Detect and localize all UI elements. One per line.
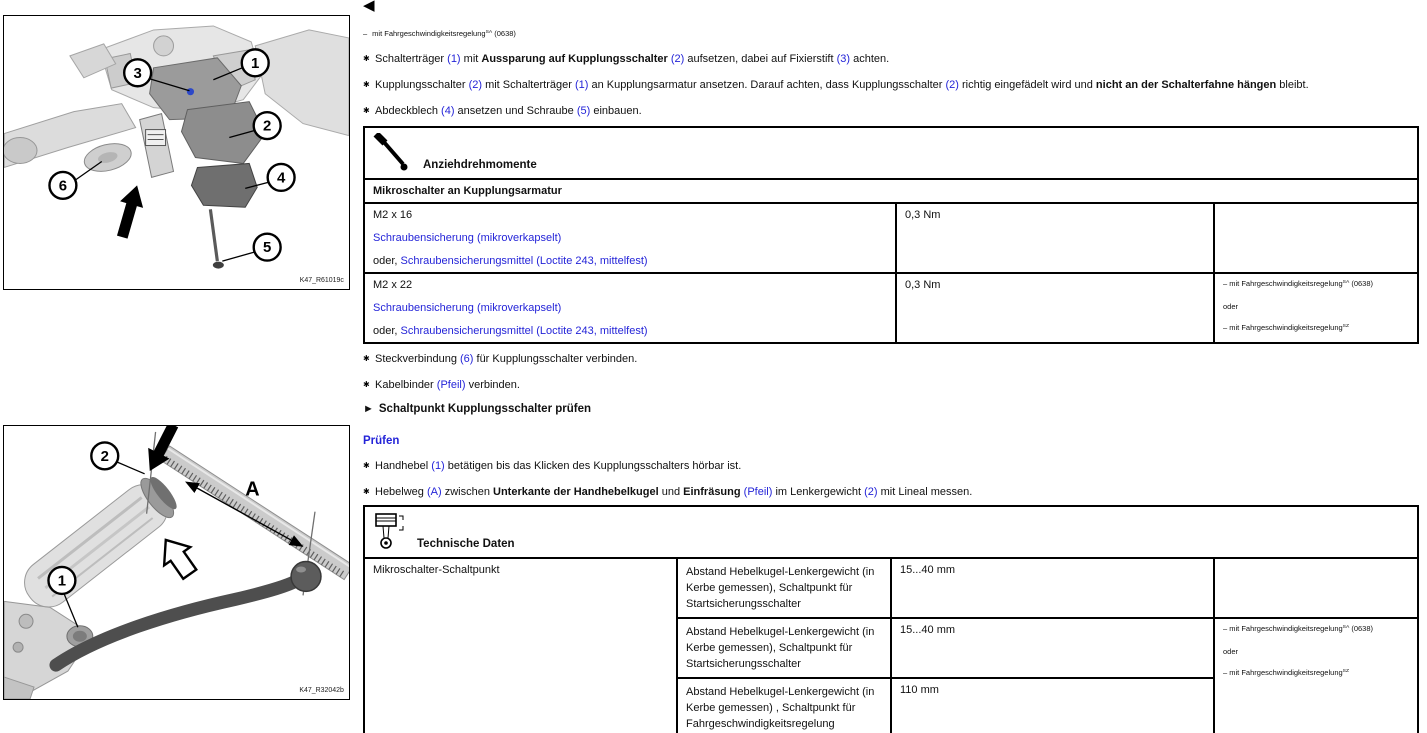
inline-link[interactable]: (Pfeil) <box>436 379 466 391</box>
text-segment: verbinden. <box>465 379 520 391</box>
figure-code: K47_R61019c <box>299 277 344 285</box>
step-text <box>375 105 1421 118</box>
text-segment: SA <box>1342 625 1350 631</box>
table-cell-note <box>1214 273 1418 343</box>
variant-note <box>363 29 516 40</box>
bullet-icon: ✱ <box>363 380 370 389</box>
svg-text:2: 2 <box>100 447 109 465</box>
text-segment: (0638) <box>1349 624 1374 633</box>
text-segment: und <box>658 486 684 498</box>
torque-table-title: Anziehdrehmomente <box>423 159 537 171</box>
piston-icon <box>373 512 407 552</box>
inline-link[interactable]: (2) <box>468 79 483 91</box>
callout-1 <box>48 567 75 594</box>
text-segment: bleibt. <box>1276 79 1309 91</box>
callout-6 <box>49 172 76 199</box>
lever-measurement-illustration <box>4 426 349 699</box>
table-cell-note <box>1214 203 1418 273</box>
inline-link[interactable]: Schraubensicherung (mikroverkapselt) <box>373 232 562 244</box>
callout-4 <box>268 164 295 191</box>
step-text <box>375 53 1421 66</box>
text-segment: einbauen. <box>590 105 642 117</box>
text-segment: Steckverbindung <box>375 353 460 365</box>
text-segment: mit Schalterträger <box>482 79 575 91</box>
callout-5 <box>254 234 281 261</box>
instruction-step <box>363 486 1421 499</box>
svg-text:4: 4 <box>276 169 286 187</box>
dimension-label: A <box>245 478 260 501</box>
text-segment: Unterkante der Handhebelkugel <box>493 486 659 498</box>
table-cell-value: 0,3 Nm <box>896 203 1214 273</box>
table-cell-name <box>364 273 896 343</box>
text-segment: – <box>1223 323 1230 332</box>
table-cell-value: 110 mm <box>891 678 1214 733</box>
inline-link[interactable]: (3) <box>836 53 851 65</box>
text-segment: – <box>1223 279 1230 288</box>
table-cell-note <box>1214 558 1418 618</box>
instruction-step <box>363 79 1421 92</box>
instruction-step <box>363 460 1421 473</box>
svg-text:2: 2 <box>263 117 272 135</box>
svg-text:3: 3 <box>133 64 142 82</box>
instruction-step <box>363 353 1421 366</box>
figure-lever-measurement <box>3 425 350 700</box>
table-cell-description <box>677 678 891 733</box>
inline-link[interactable]: (2) <box>864 486 878 498</box>
text-segment: oder <box>1223 302 1239 311</box>
table-cell-value: 15...40 mm <box>891 558 1214 618</box>
text-segment: M2 x 22 <box>373 279 413 291</box>
step-text <box>375 486 1421 499</box>
text-segment: oder, <box>373 325 401 337</box>
text-segment: aufsetzen, dabei auf Fixierstift <box>684 53 837 65</box>
text-segment: Schalterträger <box>375 53 448 65</box>
table-cell-value: 15...40 mm <box>891 618 1214 678</box>
text-segment: – <box>1223 668 1230 677</box>
inline-link[interactable]: (5) <box>576 105 591 117</box>
inline-link[interactable]: (Pfeil) <box>743 486 773 498</box>
text-segment: mit <box>460 53 482 65</box>
text-segment: Hebelweg <box>375 486 427 498</box>
inline-link[interactable]: (1) <box>447 53 461 65</box>
torque-row <box>364 273 1418 343</box>
text-segment: Einfräsung <box>683 486 741 498</box>
tech-table-caption <box>364 506 1418 558</box>
step-text <box>375 460 1421 473</box>
text-segment: SZ <box>1342 324 1349 330</box>
torque-table-caption <box>364 127 1418 179</box>
figure-clutch-switch-assembly <box>3 15 350 290</box>
direction-arrow <box>111 182 149 240</box>
table-cell-note <box>1214 618 1418 733</box>
svg-text:6: 6 <box>58 177 68 195</box>
inline-link[interactable]: (1) <box>431 460 445 472</box>
step-text <box>375 79 1421 92</box>
table-cell-label: Mikroschalter-Schaltpunkt <box>364 558 677 733</box>
callout-2 <box>91 442 118 469</box>
svg-text:5: 5 <box>263 239 272 257</box>
variant-note-text <box>372 29 516 38</box>
callout-3 <box>124 59 151 86</box>
text-segment: M2 x 16 <box>373 209 413 221</box>
table-cell-description <box>677 558 891 618</box>
section-heading <box>363 403 591 415</box>
text-segment: Abdeckblech <box>375 105 442 117</box>
text-segment: – <box>1223 624 1230 633</box>
tech-data-table <box>363 505 1419 733</box>
text-segment: mit Lineal messen. <box>877 486 973 498</box>
back-navigation-icon[interactable]: ◀ <box>363 0 375 14</box>
svg-text:1: 1 <box>251 54 260 72</box>
content-column <box>363 0 1421 733</box>
text-segment: im Lenkergewicht <box>772 486 865 498</box>
fixing-pin-marker <box>187 88 194 95</box>
dash-icon: – <box>363 29 368 38</box>
text-segment: Handhebel <box>375 460 432 472</box>
text-segment: Abstand Hebelkugel-Lenkergewicht (in Kerbe gemessen), Schaltpunkt für Startsicherungsschalter <box>686 626 875 670</box>
table-cell-description <box>677 618 891 678</box>
inline-link[interactable]: (1) <box>574 79 589 91</box>
text-segment: Kabelbinder <box>375 379 437 391</box>
inline-link[interactable]: Schraubensicherungsmittel (Loctite 243, mittelfest) <box>400 325 648 337</box>
text-segment: SA <box>1342 280 1350 286</box>
open-arrow <box>153 531 203 584</box>
callout-2 <box>254 112 281 139</box>
text-segment: nicht an der Schalterfahne hängen <box>1095 79 1277 91</box>
bullet-icon: ✱ <box>363 54 370 63</box>
text-segment: an Kupplungsarmatur ansetzen. Darauf achten, dass Kupplungsschalter <box>588 79 946 91</box>
text-segment: Abstand Hebelkugel-Lenkergewicht (in Kerbe gemessen) , Schaltpunkt für Fahrgeschwindigkeitsregelung <box>686 686 875 730</box>
text-segment: mit Fahrgeschwindigkeitsregelung <box>1229 624 1343 633</box>
text-segment: oder <box>1223 647 1239 656</box>
instruction-step <box>363 105 1421 118</box>
bullet-icon: ✱ <box>363 354 370 363</box>
text-segment: mit Fahrgeschwindigkeitsregelung <box>1229 668 1343 677</box>
instruction-step <box>363 379 1421 392</box>
callout-1 <box>242 49 269 76</box>
torque-table <box>363 126 1419 344</box>
text-segment: SZ <box>1342 669 1349 675</box>
inline-link[interactable]: (A) <box>426 486 442 498</box>
bullet-icon: ✱ <box>363 106 370 115</box>
figure-code: K47_R32042b <box>299 687 344 695</box>
dimension-arrow <box>187 483 301 546</box>
table-cell-value: 0,3 Nm <box>896 273 1214 343</box>
text-segment: richtig eingefädelt wird und <box>958 79 1096 91</box>
tech-row <box>364 558 1418 618</box>
subsection-title: Prüfen <box>363 435 400 447</box>
step-text <box>375 353 1421 366</box>
instruction-step <box>363 53 1421 66</box>
bullet-icon: ✱ <box>363 461 370 470</box>
text-segment: (0638) <box>1349 279 1374 288</box>
text-segment: SA <box>485 30 493 36</box>
text-segment: mit Fahrgeschwindigkeitsregelung <box>1229 279 1343 288</box>
bullet-icon: ✱ <box>363 487 370 496</box>
bullet-icon: ✱ <box>363 80 370 89</box>
torque-row <box>364 203 1418 273</box>
text-segment: achten. <box>850 53 890 65</box>
table-cell-name <box>364 203 896 273</box>
text-segment: Aussparung auf Kupplungsschalter <box>481 53 668 65</box>
text-segment: für Kupplungsschalter verbinden. <box>473 353 638 365</box>
text-segment: zwischen <box>441 486 494 498</box>
inline-link[interactable]: (4) <box>441 105 455 117</box>
text-segment: betätigen bis das Klicken des Kupplungsschalters hörbar ist. <box>444 460 742 472</box>
torque-wrench-icon <box>373 133 413 173</box>
text-segment: oder, <box>373 255 401 267</box>
step-text <box>375 379 1421 392</box>
inline-link[interactable]: Schraubensicherungsmittel (Loctite 243, mittelfest) <box>400 255 648 267</box>
clutch-assembly-illustration <box>4 16 349 289</box>
text-segment: mit Fahrgeschwindigkeitsregelung <box>372 29 486 38</box>
torque-table-subheader: Mikroschalter an Kupplungsarmatur <box>364 179 1418 203</box>
text-segment: ansetzen und Schraube <box>454 105 577 117</box>
section-arrow-icon: ► <box>363 403 374 415</box>
inline-link[interactable]: (2) <box>945 79 959 91</box>
inline-link[interactable]: (6) <box>460 353 474 365</box>
text-segment: Kupplungsschalter <box>375 79 469 91</box>
text-segment: (0638) <box>492 29 516 38</box>
section-heading-text: Schaltpunkt Kupplungsschalter prüfen <box>378 403 592 415</box>
tech-table-title: Technische Daten <box>417 538 515 550</box>
inline-link[interactable]: (2) <box>670 53 685 65</box>
text-segment: Abstand Hebelkugel-Lenkergewicht (in Kerbe gemessen), Schaltpunkt für Startsicherungsschalter <box>686 566 875 610</box>
inline-link[interactable]: Schraubensicherung (mikroverkapselt) <box>373 302 562 314</box>
svg-text:1: 1 <box>57 572 67 590</box>
text-segment: mit Fahrgeschwindigkeitsregelung <box>1229 323 1343 332</box>
